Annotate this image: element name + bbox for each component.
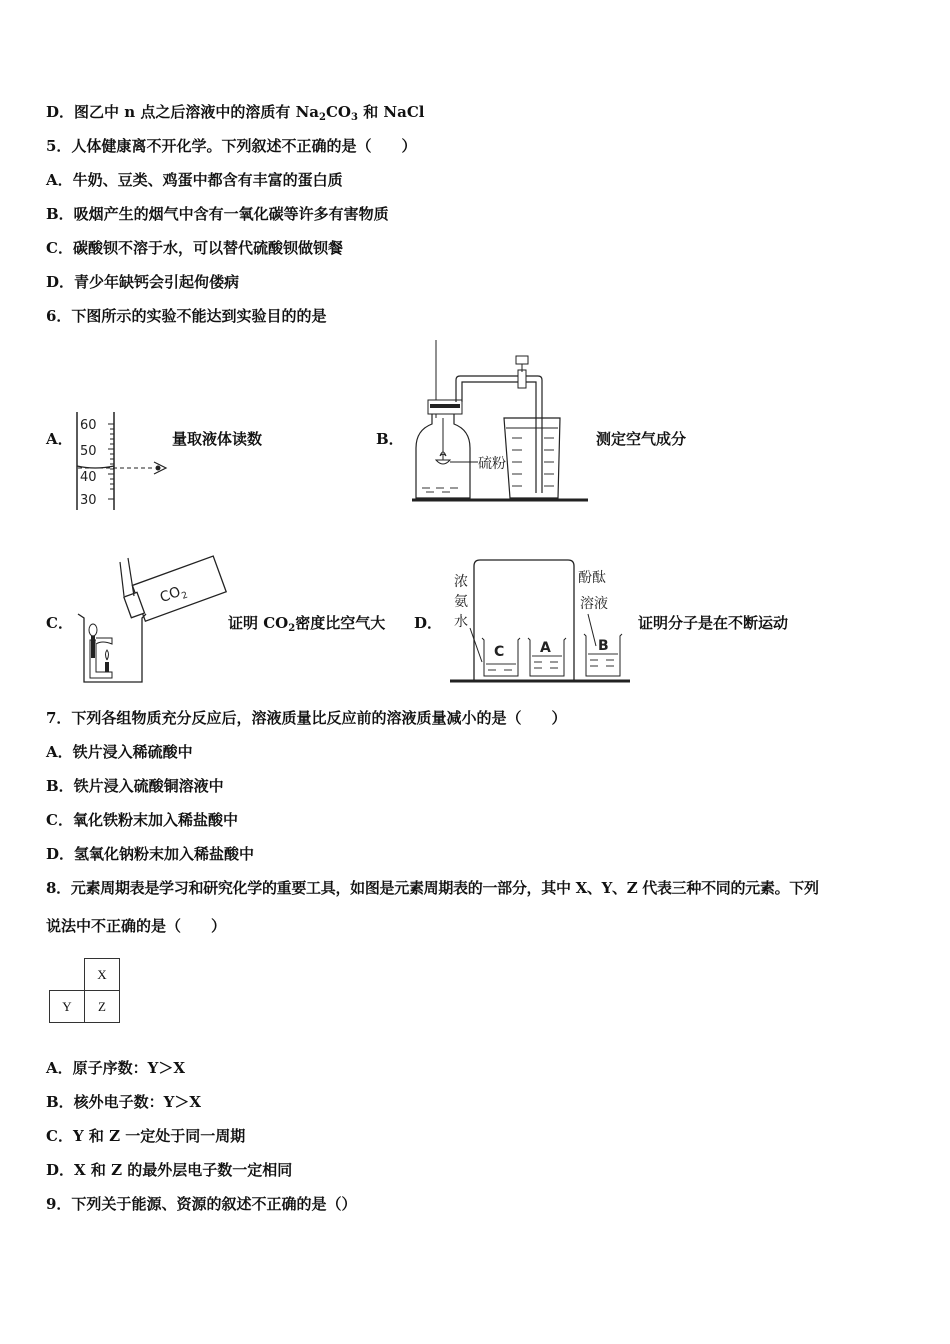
- q7-option-c: C．氧化铁粉末加入稀盐酸中: [46, 811, 238, 829]
- q6-option-d-letter: D．: [414, 614, 443, 632]
- q8-option-a: A．原子序数：Y＞X: [46, 1059, 185, 1077]
- element-x: X: [85, 959, 120, 991]
- co2-candle-beaker-figure: [74, 556, 224, 688]
- cylinder-tick-50: 50: [80, 444, 97, 459]
- q4-option-d: D．图乙中 n 点之后溶液中的溶质有 $Na_2CO_3$ 和 NaCl: [46, 103, 425, 123]
- q5-option-d: D．青少年缺钙会引起佝偻病: [46, 273, 240, 291]
- q7-option-a: A．铁片浸入稀硫酸中: [46, 743, 193, 761]
- q8-option-c: C．Y 和 Z 一定处于同一周期: [46, 1127, 246, 1145]
- q6-stem: 6．下图所示的实验不能达到实验目的的是: [46, 307, 327, 325]
- ammonia-label-3: 水: [454, 614, 468, 630]
- q6-option-a-letter: A．: [46, 430, 73, 448]
- beaker-label-b: B: [598, 638, 609, 654]
- q7-stem: 7．下列各组物质充分反应后，溶液质量比反应前的溶液质量减小的是（ ）: [46, 709, 567, 727]
- q9-stem: 9．下列关于能源、资源的叙述不正确的是（）: [46, 1195, 357, 1213]
- q5-option-b: B．吸烟产生的烟气中含有一氧化碳等许多有害物质: [46, 205, 389, 223]
- q5-option-a: A．牛奶、豆类、鸡蛋中都含有丰富的蛋白质: [46, 171, 343, 189]
- sulfur-label: 硫粉: [478, 456, 506, 472]
- ammonia-label-1: 浓: [454, 574, 468, 590]
- cylinder-tick-60: 60: [80, 418, 97, 433]
- q6-option-c-caption: 证明 $CO_2$密度比空气大: [228, 614, 386, 634]
- element-z: Z: [85, 991, 120, 1023]
- ammonia-label-2: 氨: [454, 594, 468, 610]
- q8-option-b: B．核外电子数：Y＞X: [46, 1093, 202, 1111]
- q8-stem-line-2: 说法中不正确的是（ ）: [46, 917, 227, 935]
- q6-option-c-letter: C．: [46, 614, 73, 632]
- cylinder-tick-40: 40: [80, 470, 97, 485]
- ammonia-diffusion-figure: [448, 556, 633, 686]
- q6-option-b-caption: 测定空气成分: [596, 430, 687, 448]
- element-y: Y: [50, 991, 85, 1023]
- air-measurement-apparatus-figure: [412, 338, 592, 506]
- q6-option-a-caption: 量取液体读数: [172, 430, 263, 448]
- q5-option-c: C．碳酸钡不溶于水，可以替代硫酸钡做钡餐: [46, 239, 343, 257]
- cylinder-tick-30: 30: [80, 493, 97, 508]
- q7-option-b: B．铁片浸入硫酸铜溶液中: [46, 777, 224, 795]
- beaker-label-a: A: [540, 640, 551, 656]
- phenol-label-2: 溶液: [580, 596, 608, 612]
- q7-option-d: D．氢氧化钠粉末加入稀盐酸中: [46, 845, 255, 863]
- periodic-table-fragment: [49, 958, 120, 1023]
- q6-option-d-caption: 证明分子是在不断运动: [638, 614, 789, 632]
- q5-stem: 5．人体健康离不开化学。下列叙述不正确的是（ ）: [46, 137, 417, 155]
- graduated-cylinder-figure: [70, 410, 180, 515]
- q8-option-d: D．X 和 Z 的最外层电子数一定相同: [46, 1161, 293, 1179]
- co2-label: $CO_2$: [157, 583, 190, 607]
- beaker-label-c: C: [494, 644, 505, 660]
- q8-stem-line-1: 8．元素周期表是学习和研究化学的重要工具，如图是元素周期表的一部分，其中 X、Y、Z 代表三种不同的元素。下列: [46, 879, 819, 897]
- q6-option-b-letter: B．: [376, 430, 404, 448]
- phenol-label-1: 酚酞: [578, 570, 606, 586]
